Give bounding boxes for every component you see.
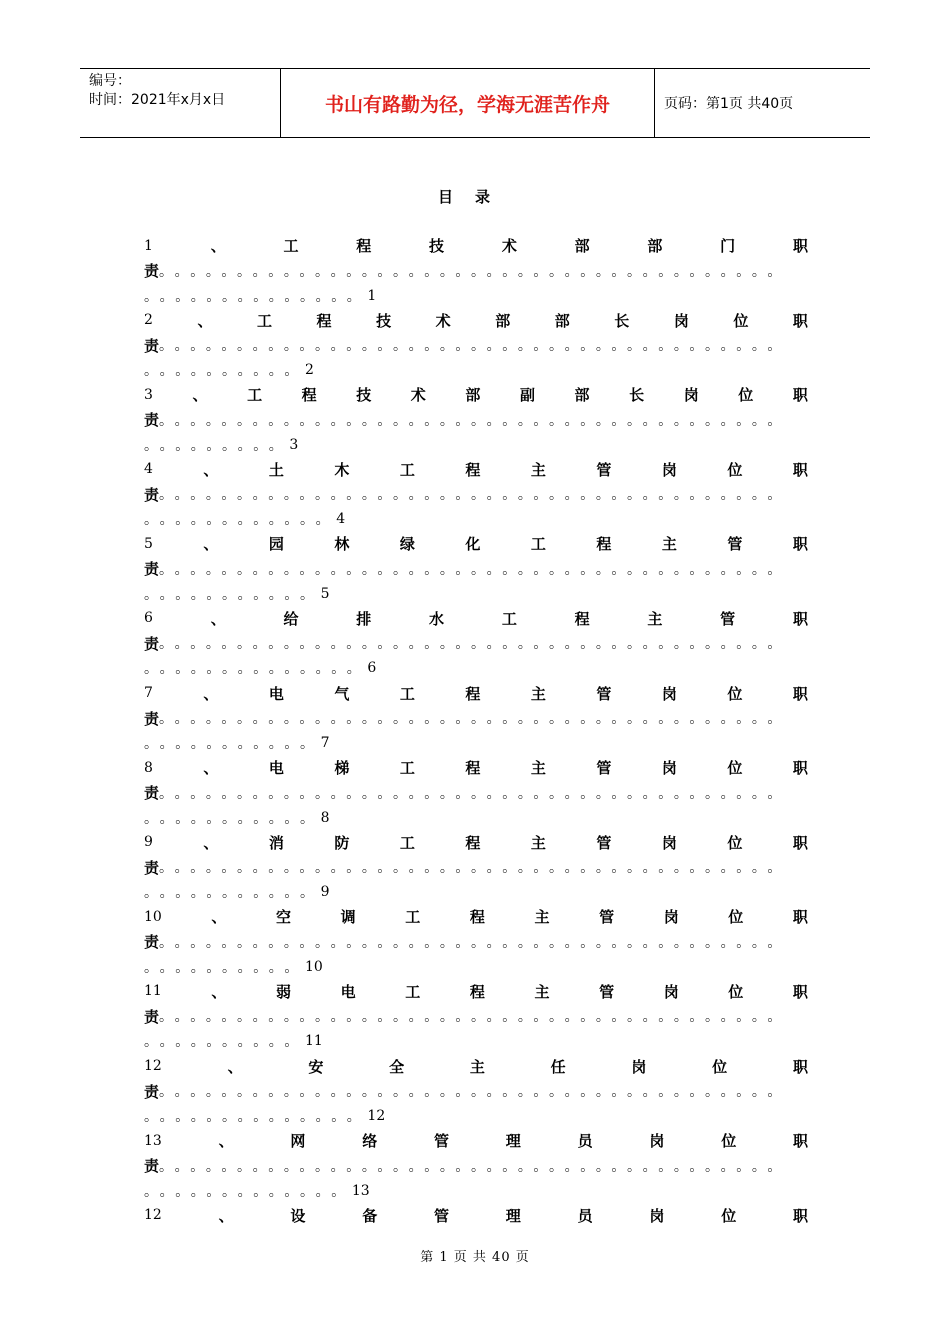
toc-leader-dots: 。。。。。。。。。。。 (144, 736, 323, 753)
toc-title-char: 工 (247, 386, 263, 405)
toc-title-char: 工 (501, 609, 517, 628)
toc-duty-char: 责 (144, 1007, 160, 1026)
toc-title-char: 位 (733, 311, 749, 330)
toc-title-char: 、 (210, 609, 226, 628)
toc-title-char: 网 (290, 1132, 306, 1151)
toc-title-char: 管 (596, 833, 612, 852)
toc-leader-dots: 。。。。。。。。。。。。。。。。。。。。。。。。。。。。。。。。。。。。。。。。 (159, 338, 791, 355)
toc-leader-dots: 。。。。。。。。。。。。。。 (144, 661, 370, 678)
toc-entry[interactable] (144, 382, 808, 457)
toc-title-char: 主 (661, 535, 677, 554)
toc-title-char: 岗 (631, 1057, 647, 1076)
toc-entry-title (144, 830, 808, 855)
toc-leader-dots: 。。。。。。。。。。。。。。。。。。。。。。。。。。。。。。。。。。。。。。。。 (159, 487, 791, 504)
toc-page-number: 9 (320, 884, 330, 901)
toc-title-char: 职 (792, 1206, 808, 1225)
toc-duty-char: 责 (144, 411, 160, 430)
toc-title-char: 园 (268, 535, 284, 554)
toc-title-char: 电 (268, 684, 284, 703)
toc-page-number: 13 (351, 1182, 370, 1199)
toc-title-char: 化 (465, 535, 481, 554)
toc-entry[interactable] (144, 457, 808, 532)
toc-entry[interactable] (144, 606, 808, 681)
toc-entry-title (144, 233, 808, 258)
toc-title-char: 管 (434, 1132, 450, 1151)
toc-title-char: 主 (534, 982, 550, 1001)
toc-title-char: 员 (577, 1206, 593, 1225)
toc-entry-title (144, 457, 808, 482)
toc-title-char: 、 (211, 982, 227, 1001)
page-footer: 第 1 页 共 40 页 (420, 1250, 530, 1265)
toc-title-char: 程 (596, 535, 612, 554)
toc-title-char: 职 (792, 833, 808, 852)
toc-entry-number: 6 (144, 610, 153, 627)
toc-entry-title (144, 1054, 808, 1079)
toc-title-char: 术 (435, 311, 451, 330)
toc-page-number: 4 (336, 511, 346, 528)
toc-page-number: 5 (320, 585, 330, 602)
toc-title-char: 岗 (663, 982, 679, 1001)
toc-title-char: 程 (465, 759, 481, 778)
toc-page-number: 3 (289, 436, 299, 453)
toc-title-char: 调 (340, 908, 356, 927)
toc-title-char: 职 (792, 759, 808, 778)
toc-title-char: 水 (429, 609, 445, 628)
toc-leader-dots: 。。。。。。。。。。。。。。。。。。。。。。。。。。。。。。。。。。。。。。。。 (159, 860, 791, 877)
toc-entry-number: 11 (144, 983, 162, 1000)
toc-entry-number: 3 (144, 386, 153, 403)
toc-title-char: 管 (599, 982, 615, 1001)
toc-title-char: 气 (334, 684, 350, 703)
toc-entry-number: 5 (144, 535, 153, 552)
toc-duty-char: 责 (144, 858, 160, 877)
toc-title-char: 部 (574, 237, 590, 255)
toc-title-char: 位 (738, 386, 754, 405)
toc-title-char: 工 (283, 237, 299, 255)
toc-leader-dots: 。。。。。。。。。。。。。。。。。。。。。。。。。。。。。。。。。。。。。。。。 (159, 1084, 791, 1101)
toc-title-char: 副 (519, 386, 535, 405)
toc-title-char: 部 (495, 311, 511, 330)
toc-title-char: 程 (469, 982, 485, 1001)
toc-title-char: 备 (362, 1206, 378, 1225)
toc-page-number: 10 (305, 958, 323, 975)
toc-title-char: 梯 (334, 759, 350, 778)
toc-title-char: 绿 (399, 535, 415, 554)
toc-leader-dots: 。。。。。。。。。。。。。。。。。。。。。。。。。。。。。。。。。。。。。。。。 (159, 785, 791, 802)
toc-title-char: 部 (574, 386, 590, 405)
toc-title-char: 岗 (683, 386, 699, 405)
toc-title-char: 弱 (276, 982, 292, 1001)
toc-entry-number: 12 (144, 1058, 162, 1075)
toc-entry[interactable] (144, 1128, 808, 1203)
toc-title-char: 职 (792, 460, 808, 479)
toc-title-char: 位 (721, 1132, 737, 1151)
toc-duty-char: 责 (144, 634, 160, 653)
toc-duty-char: 责 (144, 933, 160, 952)
toc-title-char: 技 (429, 237, 445, 255)
toc-title: 目录 (437, 188, 512, 206)
toc-title-char: 术 (501, 237, 517, 255)
toc-title-char: 岗 (661, 460, 677, 479)
toc-title-char: 给 (283, 609, 299, 628)
toc-title-char: 络 (362, 1132, 378, 1151)
table-of-contents (144, 233, 808, 1277)
toc-duty-char: 责 (144, 1082, 160, 1101)
toc-leader-dots: 。。。。。。。。。。。。。。。。。。。。。。。。。。。。。。。。。。。。。。。。 (159, 1158, 791, 1175)
toc-title-char: 工 (399, 833, 415, 852)
toc-entry[interactable] (144, 1203, 808, 1278)
toc-entry[interactable] (144, 681, 808, 756)
toc-leader-dots: 。。。。。。。。。。。。。。。。。。。。。。。。。。。。。。。。。。。。。。。。 (159, 711, 791, 728)
toc-page-number: 12 (367, 1108, 386, 1125)
toc-title-char: 职 (792, 386, 808, 405)
toc-entry-number: 12 (144, 1207, 162, 1224)
toc-title-char: 理 (505, 1206, 521, 1225)
toc-title-char: 职 (792, 982, 808, 1001)
toc-title-char: 木 (334, 460, 350, 479)
toc-title-char: 工 (405, 908, 421, 927)
toc-leader-dots: 。。。。。。。。。。。。。 (144, 1183, 354, 1200)
toc-duty-char: 责 (144, 709, 160, 728)
toc-duty-char: 责 (144, 336, 160, 355)
toc-leader-dots: 。。。。。。。。。 (144, 437, 292, 454)
toc-entry[interactable] (144, 904, 808, 979)
toc-page-number: 7 (320, 735, 330, 752)
toc-title-char: 管 (596, 460, 612, 479)
toc-entry-number: 7 (144, 685, 153, 702)
toc-title-char: 职 (792, 1057, 808, 1076)
toc-title-char: 门 (720, 237, 736, 255)
toc-entry-title (144, 382, 808, 407)
toc-title-char: 部 (554, 311, 570, 330)
toc-title-char: 部 (647, 237, 663, 255)
toc-leader-dots: 。。。。。。。。。。。 (144, 885, 323, 902)
toc-title-char: 理 (505, 1132, 521, 1151)
toc-entry[interactable] (144, 755, 808, 830)
toc-title-char: 消 (268, 833, 284, 852)
toc-title-char: 空 (276, 908, 292, 927)
toc-title-char: 职 (792, 237, 808, 255)
toc-entry[interactable] (144, 830, 808, 905)
toc-title-char: 电 (268, 759, 284, 778)
toc-title-char: 位 (712, 1057, 728, 1076)
toc-entry-number: 8 (144, 759, 153, 776)
toc-title-char: 岗 (673, 311, 689, 330)
toc-entry-number: 2 (144, 312, 153, 329)
toc-title-char: 安 (308, 1057, 324, 1076)
toc-title-char: 、 (210, 237, 226, 255)
toc-title-char: 、 (227, 1057, 243, 1076)
toc-entry[interactable] (144, 531, 808, 606)
toc-title-char: 程 (574, 609, 590, 628)
toc-title-char: 防 (334, 833, 350, 852)
toc-entry-title (144, 904, 808, 929)
toc-title-char: 管 (596, 684, 612, 703)
toc-title-char: 程 (301, 386, 317, 405)
toc-leader-dots: 。。。。。。。。。。。 (144, 810, 323, 827)
toc-title-char: 位 (728, 908, 744, 927)
toc-leader-dots: 。。。。。。。。。。。 (144, 586, 323, 603)
toc-entry-number: 10 (144, 908, 162, 925)
toc-title-char: 工 (399, 460, 415, 479)
toc-page-number: 2 (305, 362, 314, 379)
toc-title-char: 位 (727, 684, 743, 703)
toc-entry[interactable] (144, 979, 808, 1054)
toc-leader-dots: 。。。。。。。。。。。。。。。。。。。。。。。。。。。。。。。。。。。。。。。。 (159, 263, 791, 280)
toc-title-char: 职 (792, 535, 808, 554)
toc-entry-title (144, 1203, 808, 1228)
toc-leader-dots: 。。。。。。。。。。。。。。。。。。。。。。。。。。。。。。。。。。。。。。。。 (159, 1009, 791, 1026)
toc-title-char: 林 (334, 535, 350, 554)
toc-entry[interactable] (144, 1054, 808, 1129)
toc-title-char: 工 (399, 684, 415, 703)
toc-leader-dots: 。。。。。。。。。。。。。。。。。。。。。。。。。。。。。。。。。。。。。。。。 (159, 561, 791, 578)
toc-page-number: 1 (367, 287, 377, 304)
toc-entry-number: 13 (144, 1132, 162, 1149)
toc-title-char: 主 (647, 609, 663, 628)
toc-title-char: 、 (192, 386, 208, 405)
time-label: 时间：2021年x月x日 (89, 92, 226, 108)
toc-leader-dots: 。。。。。。。。。。。。。。。。。。。。。。。。。。。。。。。。。。。。。。。。 (159, 636, 791, 653)
toc-title-char: 、 (203, 460, 219, 479)
toc-title-char: 工 (257, 311, 273, 330)
toc-title-char: 、 (203, 535, 219, 554)
toc-title-char: 主 (530, 684, 546, 703)
toc-title-char: 技 (376, 311, 392, 330)
toc-title-char: 、 (197, 311, 213, 330)
toc-title-char: 职 (792, 908, 808, 927)
header-left-cell (80, 69, 281, 137)
toc-title-char: 、 (203, 759, 219, 778)
toc-title-char: 主 (530, 833, 546, 852)
toc-title-char: 工 (399, 759, 415, 778)
toc-title-char: 长 (614, 311, 630, 330)
toc-title-char: 电 (340, 982, 356, 1001)
toc-title-char: 程 (465, 833, 481, 852)
toc-title-char: 位 (727, 460, 743, 479)
toc-entry-title (144, 308, 808, 333)
toc-title-char: 主 (469, 1057, 485, 1076)
toc-title-char: 工 (530, 535, 546, 554)
toc-title-char: 管 (727, 535, 743, 554)
toc-title-char: 全 (389, 1057, 405, 1076)
toc-title-char: 职 (792, 1132, 808, 1151)
toc-title-char: 岗 (649, 1206, 665, 1225)
toc-page-number: 11 (305, 1033, 323, 1050)
toc-duty-char: 责 (144, 485, 160, 504)
motto: 书山有路勤为径，学海无涯苦作舟 (281, 69, 655, 137)
toc-entry-title (144, 755, 808, 780)
toc-title-char: 、 (211, 908, 227, 927)
toc-title-char: 职 (792, 609, 808, 628)
toc-leader-dots: 。。。。。。。。。。。。。。。。。。。。。。。。。。。。。。。。。。。。。。。。 (159, 934, 791, 951)
toc-title-char: 程 (356, 237, 372, 255)
toc-title-char: 岗 (649, 1132, 665, 1151)
toc-duty-char: 责 (144, 784, 160, 803)
toc-entry-title (144, 1128, 808, 1153)
toc-entry-title (144, 979, 808, 1004)
toc-title-char: 、 (218, 1206, 234, 1225)
toc-leader-dots: 。。。。。。。。。。 (144, 363, 307, 380)
toc-title-char: 技 (356, 386, 372, 405)
toc-title-char: 排 (356, 609, 372, 628)
toc-entry-number: 9 (144, 834, 153, 851)
toc-entry-number: 1 (144, 237, 153, 254)
toc-title-char: 程 (469, 908, 485, 927)
toc-title-char: 、 (218, 1132, 234, 1151)
toc-leader-dots: 。。。。。。。。。。。。。。。。。。。。。。。。。。。。。。。。。。。。。。。。 (159, 412, 791, 429)
toc-duty-char: 责 (144, 560, 160, 579)
toc-title-char: 部 (465, 386, 481, 405)
toc-title-char: 职 (792, 311, 808, 330)
toc-title-char: 土 (268, 460, 284, 479)
toc-leader-dots: 。。。。。。。。。。。。 (144, 512, 339, 529)
toc-title-char: 岗 (661, 684, 677, 703)
toc-duty-char: 责 (144, 1157, 160, 1176)
toc-title-char: 长 (629, 386, 645, 405)
toc-title-char: 术 (410, 386, 426, 405)
toc-title-char: 主 (530, 759, 546, 778)
toc-title-char: 、 (203, 684, 219, 703)
toc-page-number: 6 (367, 660, 377, 677)
toc-title-char: 工 (405, 982, 421, 1001)
number-label: 编号： (89, 73, 131, 89)
toc-title-char: 主 (530, 460, 546, 479)
toc-title-char: 岗 (661, 833, 677, 852)
toc-title-char: 岗 (661, 759, 677, 778)
toc-leader-dots: 。。。。。。。。。。 (144, 959, 307, 976)
toc-title-char: 管 (720, 609, 736, 628)
toc-title-char: 位 (728, 982, 744, 1001)
toc-entry[interactable] (144, 233, 808, 308)
header-table (80, 68, 870, 138)
toc-entry-title (144, 606, 808, 631)
toc-title-char: 管 (434, 1206, 450, 1225)
toc-leader-dots: 。。。。。。。。。。。。。。 (144, 288, 370, 305)
toc-title-char: 管 (596, 759, 612, 778)
page-info: 页码：第1页 共40页 (664, 96, 794, 112)
toc-title-char: 主 (534, 908, 550, 927)
toc-title-char: 位 (727, 759, 743, 778)
toc-title-char: 任 (550, 1057, 566, 1076)
toc-title-char: 职 (792, 684, 808, 703)
toc-title-char: 位 (721, 1206, 737, 1225)
toc-title-char: 、 (203, 833, 219, 852)
toc-title-char: 位 (727, 833, 743, 852)
toc-title-char: 程 (465, 460, 481, 479)
toc-entry-title (144, 681, 808, 706)
toc-title-char: 程 (465, 684, 481, 703)
toc-leader-dots: 。。。。。。。。。。。。。。 (144, 1109, 370, 1126)
toc-entry-number: 4 (144, 461, 153, 478)
toc-entry[interactable] (144, 308, 808, 383)
toc-title-char: 程 (316, 311, 332, 330)
toc-title-char: 管 (599, 908, 615, 927)
toc-title-char: 员 (577, 1132, 593, 1151)
toc-title-char: 岗 (663, 908, 679, 927)
toc-duty-char: 责 (144, 262, 160, 280)
toc-title-char: 设 (290, 1206, 306, 1225)
toc-leader-dots: 。。。。。。。。。。 (144, 1034, 307, 1051)
toc-entry-title (144, 531, 808, 556)
toc-page-number: 8 (320, 809, 330, 826)
